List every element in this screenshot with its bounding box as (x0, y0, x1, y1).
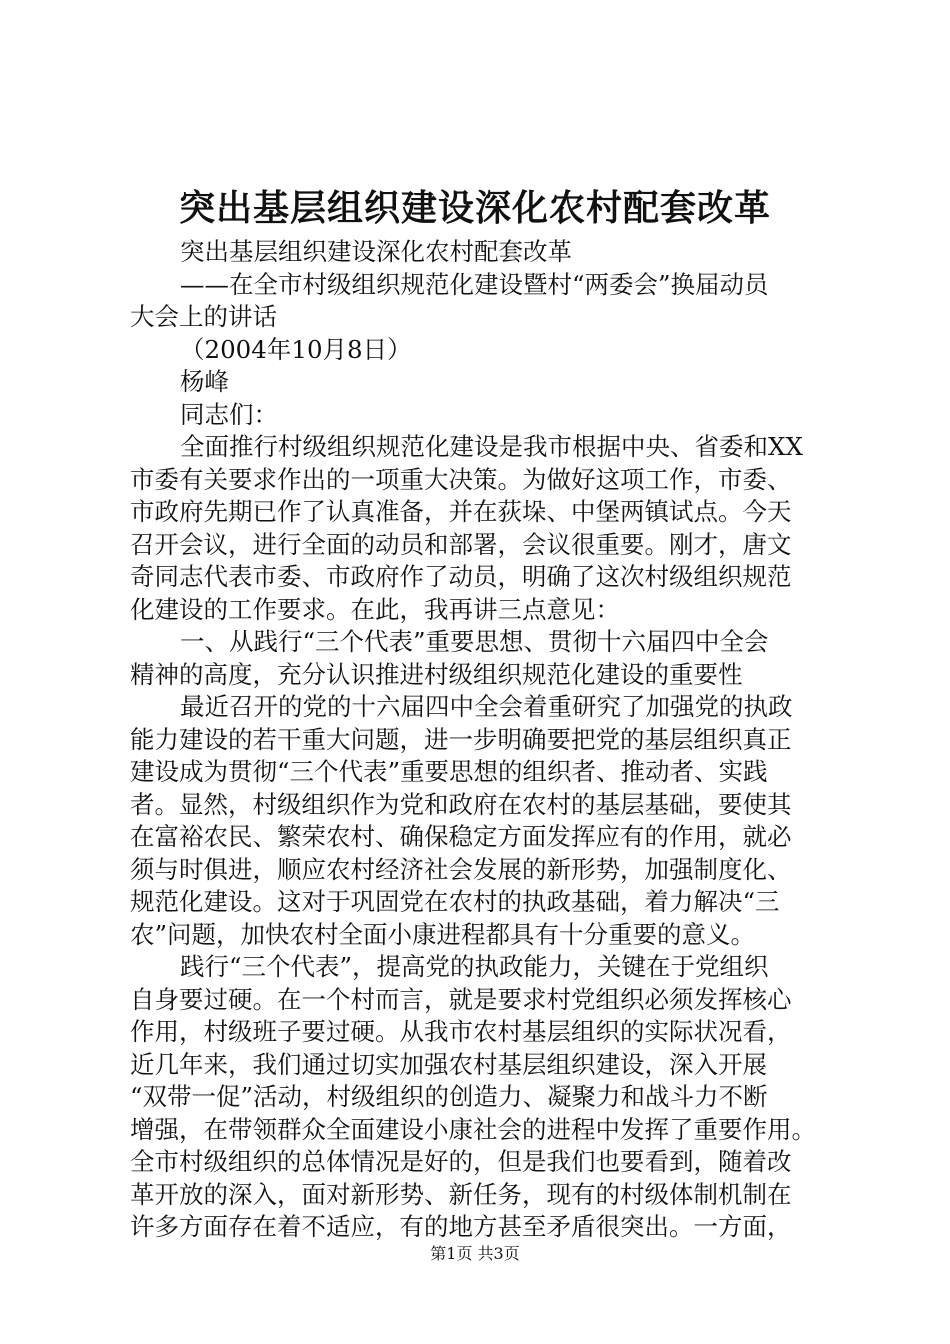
text-line: 精神的高度，充分认识推进村级组织规范化建设的重要性 (130, 659, 743, 689)
text-line: 召开会议，进行全面的动员和部署，会议很重要。刚才，唐文 (130, 529, 792, 559)
text-line: 市委有关要求作出的一项重大决策。为做好这项工作，市委、 (130, 464, 792, 494)
text-line: （2004年10月8日） (180, 334, 412, 364)
text-line: 自身要过硬。在一个村而言，就是要求村党组织必须发挥核心 (130, 984, 792, 1014)
text-line: 革开放的深入，面对新形势、新任务，现有的村级体制机制在 (130, 1179, 792, 1209)
text-line: 建设成为贯彻“三个代表”重要思想的组织者、推动者、实践 (130, 757, 768, 786)
text-line: 规范化建设。这对于巩固党在农村的执政基础，着力解决“三 (130, 887, 780, 916)
text-line: ——在全市村级组织规范化建设暨村“两委会”换届动员 (180, 269, 769, 299)
text-line: 在富裕农民、繁荣农村、确保稳定方面发挥应有的作用，就必 (130, 822, 792, 851)
document-body (130, 236, 846, 1244)
page-footer: 第1页 共3页 (430, 1244, 520, 1263)
text-line: 化建设的工作要求。在此，我再讲三点意见： (130, 594, 620, 624)
text-line: 全面推行村级组织规范化建设是我市根据中央、省委和XX (180, 432, 803, 461)
text-line: 须与时俱进，顺应农村经济社会发展的新形势，加强制度化、 (130, 854, 792, 884)
text-line: 奇同志代表市委、市政府作了动员，明确了这次村级组织规范 (130, 562, 792, 591)
text-line: 能力建设的若干重大问题，进一步明确要把党的基层组织真正 (130, 724, 792, 754)
text-line: 一、从践行“三个代表”重要思想、贯彻十六届四中全会 (180, 627, 769, 656)
text-line: 增强，在带领群众全面建设小康社会的进程中发挥了重要作用。 (130, 1114, 816, 1144)
text-line: 许多方面存在着不适应，有的地方甚至矛盾很突出。一方面， (130, 1212, 792, 1241)
document-title: 突出基层组织建设深化农村配套改革 (178, 187, 771, 229)
text-line: “双带一促”活动，村级组织的创造力、凝聚力和战斗力不断 (130, 1082, 768, 1111)
text-line: 近几年来，我们通过切实加强农村基层组织建设，深入开展 (130, 1049, 767, 1079)
text-line: 同志们： (180, 399, 278, 429)
text-line: 践行“三个代表”，提高党的执政能力，关键在于党组织 (180, 952, 769, 981)
text-line: 全市村级组织的总体情况是好的，但是我们也要看到，随着改 (130, 1147, 792, 1176)
text-line: 作用，村级班子要过硬。从我市农村基层组织的实际状况看， (130, 1017, 792, 1046)
text-line: 杨峰 (180, 367, 229, 396)
text-line: 大会上的讲话 (130, 302, 277, 331)
text-line: 农”问题，加快农村全面小康进程都具有十分重要的意义。 (130, 919, 756, 949)
text-line: 突出基层组织建设深化农村配套改革 (180, 237, 572, 266)
text-line: 市政府先期已作了认真准备，并在荻垛、中堡两镇试点。今天 (130, 497, 792, 526)
text-line: 者。显然，村级组织作为党和政府在农村的基层基础，要使其 (130, 789, 792, 819)
text-line: 最近召开的党的十六届四中全会着重研究了加强党的执政 (180, 692, 793, 721)
